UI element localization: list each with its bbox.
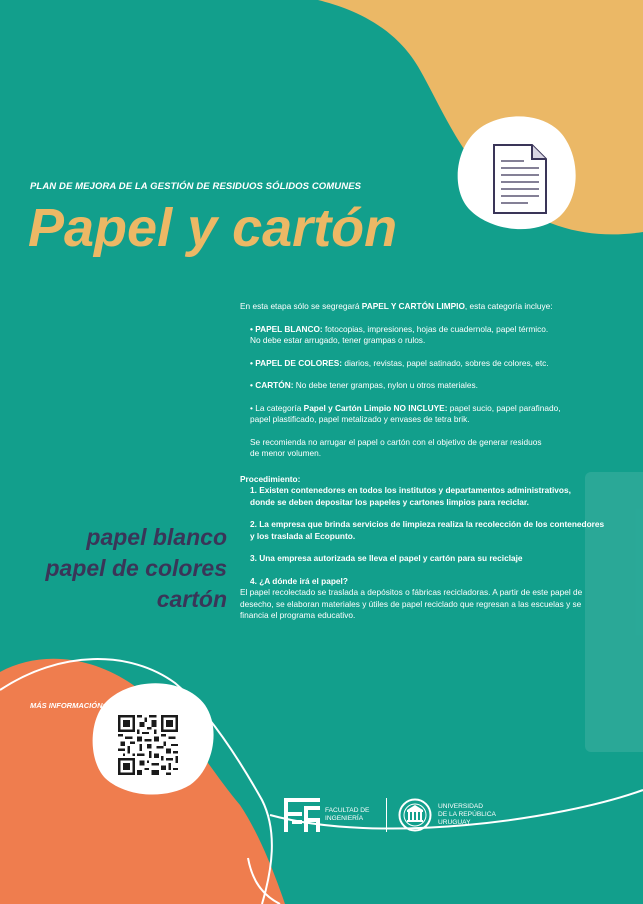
step-4-heading: 4. ¿A dónde irá el papel? [250,575,348,586]
document-icon [492,143,548,215]
item-papel-colores: • PAPEL DE COLORES: diarios, revistas, papel satinado, sobres de colores, etc. [250,357,549,368]
content-body [240,301,620,622]
item-papel-blanco: • PAPEL BLANCO: fotocopias, impresiones, hojas de cuadernola, papel térmico. No debe estar arrugado, tener grampas o rulos. [250,323,549,345]
fing-logo-text: FACULTAD DE INGENIERÍA [325,807,370,822]
procedure-heading: Procedimiento: [240,473,301,484]
step-4-text: El papel recolectado se traslada a depósitos o fábricas recicladoras. A partir de este papel de desecho, se elaboran materiales y útiles de papel reciclado que regresan a las escuelas y se financia el programa educativo. [240,587,583,620]
recommendation: Se recomienda no arrugar el papel o cartón con el objetivo de generar residuos de menor volumen. [250,436,542,458]
plan-kicker: PLAN DE MEJORA DE LA GESTIÓN DE RESIDUOS SÓLIDOS COMUNES [30,181,362,192]
fing-logo-icon [284,798,320,832]
step-2: 2. La empresa que brinda servicios de limpieza realiza la recolección de los contenedores y los traslada al Ecopunto. [250,519,605,541]
logo-separator [386,798,387,832]
item-carton: • CARTÓN: No debe tener grampas, nylon u otros materiales. [250,380,478,390]
category-list [45,522,227,615]
category-item: cartón [156,586,227,612]
item-no-incluye: • La categoría Papel y Cartón Limpio NO INCLUYE: papel sucio, papel parafinado, papel plastificado, papel metalizado y envases de tetra brik. [250,402,561,424]
more-info-label: MÁS INFORMACIÓN: [30,701,105,710]
udelar-logo-icon [398,798,432,832]
category-item: papel blanco [86,524,227,550]
udelar-logo-text: UNIVERSIDAD DE LA REPÚBLICA URUGUAY [438,803,496,826]
step-3: 3. Una empresa autorizada se lleva el papel y cartón para su reciclaje [250,553,523,563]
intro-paragraph: En esta etapa sólo se segregará PAPEL Y CARTÓN LIMPIO, esta categoría incluye: [240,301,553,311]
qr-code-icon[interactable] [118,715,178,775]
page-title: Papel y cartón [28,198,398,258]
step-1: 1. Existen contenedores en todos los institutos y departamentos administrativos, donde se deben depositar los papeles y cartones limpios para reciclar. [250,485,571,507]
category-item: papel de colores [45,555,227,581]
